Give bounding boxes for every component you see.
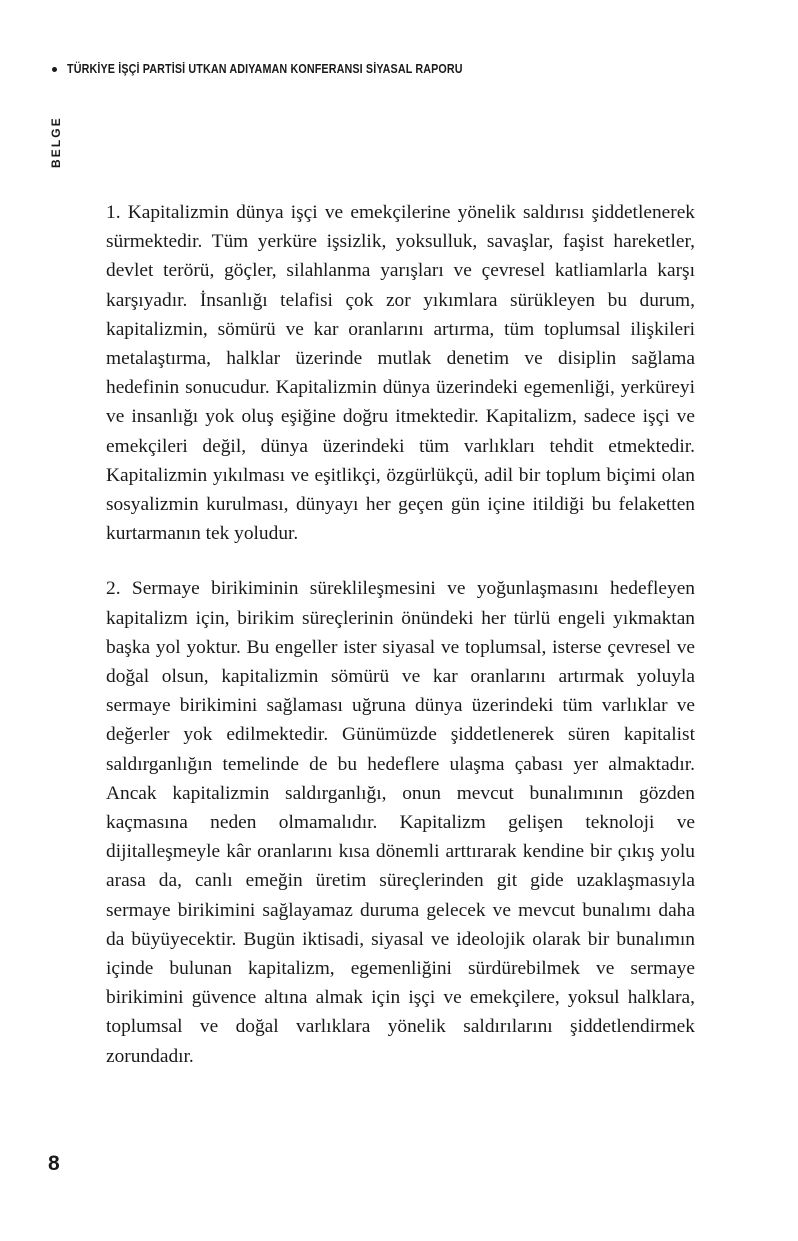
page-number: 8 [48, 1152, 60, 1175]
running-head-title: TÜRKİYE İŞÇİ PARTİSİ UTKAN ADIYAMAN KONFERANSI SİYASAL RAPORU [67, 62, 463, 76]
body-paragraph: 1. Kapitalizmin dünya işçi ve emekçilerine yönelik saldırısı şiddetlenerek sürmektedir. Tüm yerküre işsizlik, yoksulluk, savaşlar, faşist hareketler, devlet terörü, göçler, silahlanma yarışları ve çevresel katliamlarla karşı karşıyadır. İnsanlığı telafisi çok zor yıkımlara sürükleyen bu durum, kapitalizmin, sömürü ve kar oranlarını artırma, tüm toplumsal ilişkileri metalaştırma, halklar üzerinde mutlak denetim ve disiplin sağlama hedefinin sonucudur. Kapitalizmin dünya üzerindeki egemenliği, yerküreyi ve insanlığı yok oluş eşiğine doğru itmektedir. Kapitalizm, sadece işçi ve emekçileri değil, dünya üzerindeki tüm varlıkları tehdit etmektedir. Kapitalizmin yıkılması ve eşitlikçi, özgürlükçü, adil bir toplum biçimi olan sosyalizmin kurulması, dünyayı her geçen gün içine itildiği bu felaketten kurtarmanın tek yoludur. [106, 202, 695, 545]
bullet-dot-icon [52, 67, 57, 72]
body-paragraph: 2. Sermaye birikiminin süreklileşmesini ve yoğunlaşmasını hedefleyen kapitalizm için, birikim süreçlerinin önündeki her türlü engeli yıkmaktan başka yol yoktur. Bu engeller ister siyasal ve toplumsal, isterse çevresel ve doğal olsun, kapitalizmin sömürü ve kar oranlarını artırmak yoluyla sermaye birikimini sağlaması uğruna dünya üzerindeki tüm varlıklar ve değerler yok edilmektedir. Günümüzde şiddetlenerek süren kapitalist saldırganlığın temelinde de bu hedeflere ulaşma çabası yer almaktadır. Ancak kapitalizmin saldırganlığı, onun mevcut bunalımının gözden kaçmasına neden olmamalıdır. Kapitalizm gelişen teknoloji ve dijitalleşmeyle kâr oranlarını kısa dönemli arttırarak kendine bir çıkış yolu arasa da, canlı emeğin üretim süreçlerinden git gide uzaklaşmasıyla sermaye birikimini sağlayamaz duruma gelecek ve mevcut bunalımı daha da büyüyecektir. Bugün iktisadi, siyasal ve ideolojik olarak bir bunalımın içinde bulunan kapitalizm, egemenliğini sürdürebilmek ve sermaye birikimini güvence altına almak için işçi ve emekçilere, yoksul halklara, toplumsal ve doğal varlıklara yönelik saldırılarını şiddetlendirmek zorundadır. [106, 578, 695, 1067]
running-head [52, 62, 527, 76]
section-tab [43, 84, 69, 168]
section-tab-label: BELGE [49, 116, 63, 168]
body-text-block [106, 198, 695, 1071]
